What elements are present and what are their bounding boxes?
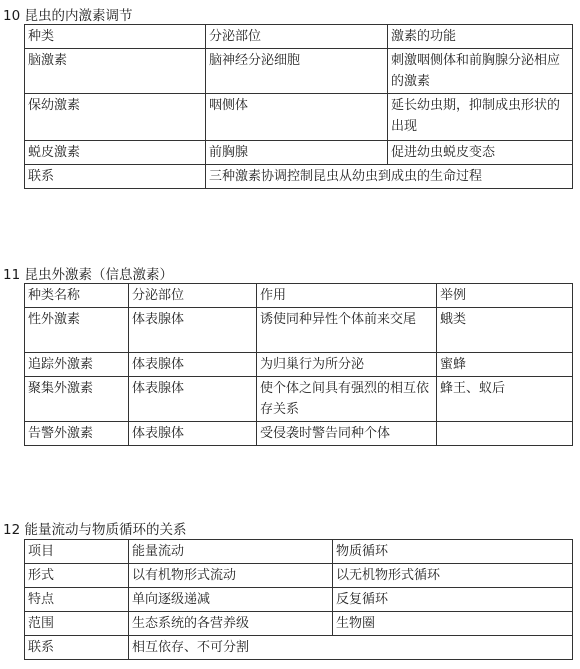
table-row — [25, 612, 573, 636]
table-header-row — [25, 25, 573, 49]
table-row — [25, 353, 573, 377]
header-cell: 分泌部位 — [129, 284, 257, 308]
section-11-title: 11 昆虫外激素（信息激素） — [3, 267, 173, 283]
table-cell: 生态系统的各营养级 — [129, 612, 333, 636]
table-cell: 三种激素协调控制昆虫从幼虫到成虫的生命过程 — [206, 165, 573, 189]
table-cell: 以有机物形式流动 — [129, 564, 333, 588]
table-cell: 蜕皮激素 — [25, 141, 206, 165]
table-cell: 前胸腺 — [206, 141, 388, 165]
header-cell: 种类 — [25, 25, 206, 49]
table-cell: 蜜蜂 — [437, 353, 573, 377]
table-cell: 生物圈 — [333, 612, 573, 636]
header-cell: 物质循环 — [333, 540, 573, 564]
header-cell: 作用 — [257, 284, 437, 308]
table-row — [25, 588, 573, 612]
table-cell: 形式 — [25, 564, 129, 588]
table-header-row — [25, 540, 573, 564]
table-energy-matter-relation — [24, 539, 573, 660]
table-cell: 单向逐级递减 — [129, 588, 333, 612]
table-footer-row — [25, 165, 573, 189]
table-cell: 脑神经分泌细胞 — [206, 49, 388, 94]
table-row — [25, 377, 573, 422]
header-cell: 分泌部位 — [206, 25, 388, 49]
table-cell: 蛾类 — [437, 308, 573, 353]
table-cell: 告警外激素 — [25, 422, 129, 446]
table-cell: 保幼激素 — [25, 94, 206, 141]
table-cell: 使个体之间具有强烈的相互依存关系 — [257, 377, 437, 422]
table-cell: 咽侧体 — [206, 94, 388, 141]
table-cell: 脑激素 — [25, 49, 206, 94]
header-cell: 项目 — [25, 540, 129, 564]
table-cell: 体表腺体 — [129, 377, 257, 422]
table-cell: 促进幼虫蜕皮变态 — [388, 141, 573, 165]
table-cell: 追踪外激素 — [25, 353, 129, 377]
header-cell: 激素的功能 — [388, 25, 573, 49]
header-cell: 举例 — [437, 284, 573, 308]
table-header-row — [25, 284, 573, 308]
table-insect-internal-hormones — [24, 24, 573, 189]
table-cell: 性外激素 — [25, 308, 129, 353]
table-row — [25, 49, 573, 94]
table-cell — [437, 422, 573, 446]
section-10-title: 10 昆虫的内激素调节 — [3, 8, 133, 24]
table-cell: 联系 — [25, 636, 129, 660]
table-cell: 蜂王、蚁后 — [437, 377, 573, 422]
table-cell: 聚集外激素 — [25, 377, 129, 422]
table-cell: 反复循环 — [333, 588, 573, 612]
table-cell: 体表腺体 — [129, 422, 257, 446]
table-row — [25, 141, 573, 165]
table-cell: 刺激咽侧体和前胸腺分泌相应的激素 — [388, 49, 573, 94]
table-cell: 体表腺体 — [129, 308, 257, 353]
table-footer-row — [25, 636, 573, 660]
table-cell: 诱使同种异性个体前来交尾 — [257, 308, 437, 353]
table-cell: 范围 — [25, 612, 129, 636]
table-row — [25, 564, 573, 588]
table-cell: 相互依存、不可分割 — [129, 636, 573, 660]
table-cell: 特点 — [25, 588, 129, 612]
section-12-title: 12 能量流动与物质循环的关系 — [3, 522, 187, 538]
table-cell: 延长幼虫期，抑制成虫形状的出现 — [388, 94, 573, 141]
table-row — [25, 94, 573, 141]
table-row — [25, 422, 573, 446]
table-cell: 为归巢行为所分泌 — [257, 353, 437, 377]
table-cell: 受侵袭时警告同种个体 — [257, 422, 437, 446]
table-cell: 体表腺体 — [129, 353, 257, 377]
header-cell: 种类名称 — [25, 284, 129, 308]
table-cell: 联系 — [25, 165, 206, 189]
table-cell: 以无机物形式循环 — [333, 564, 573, 588]
table-insect-external-hormones — [24, 283, 573, 446]
table-row — [25, 308, 573, 353]
header-cell: 能量流动 — [129, 540, 333, 564]
